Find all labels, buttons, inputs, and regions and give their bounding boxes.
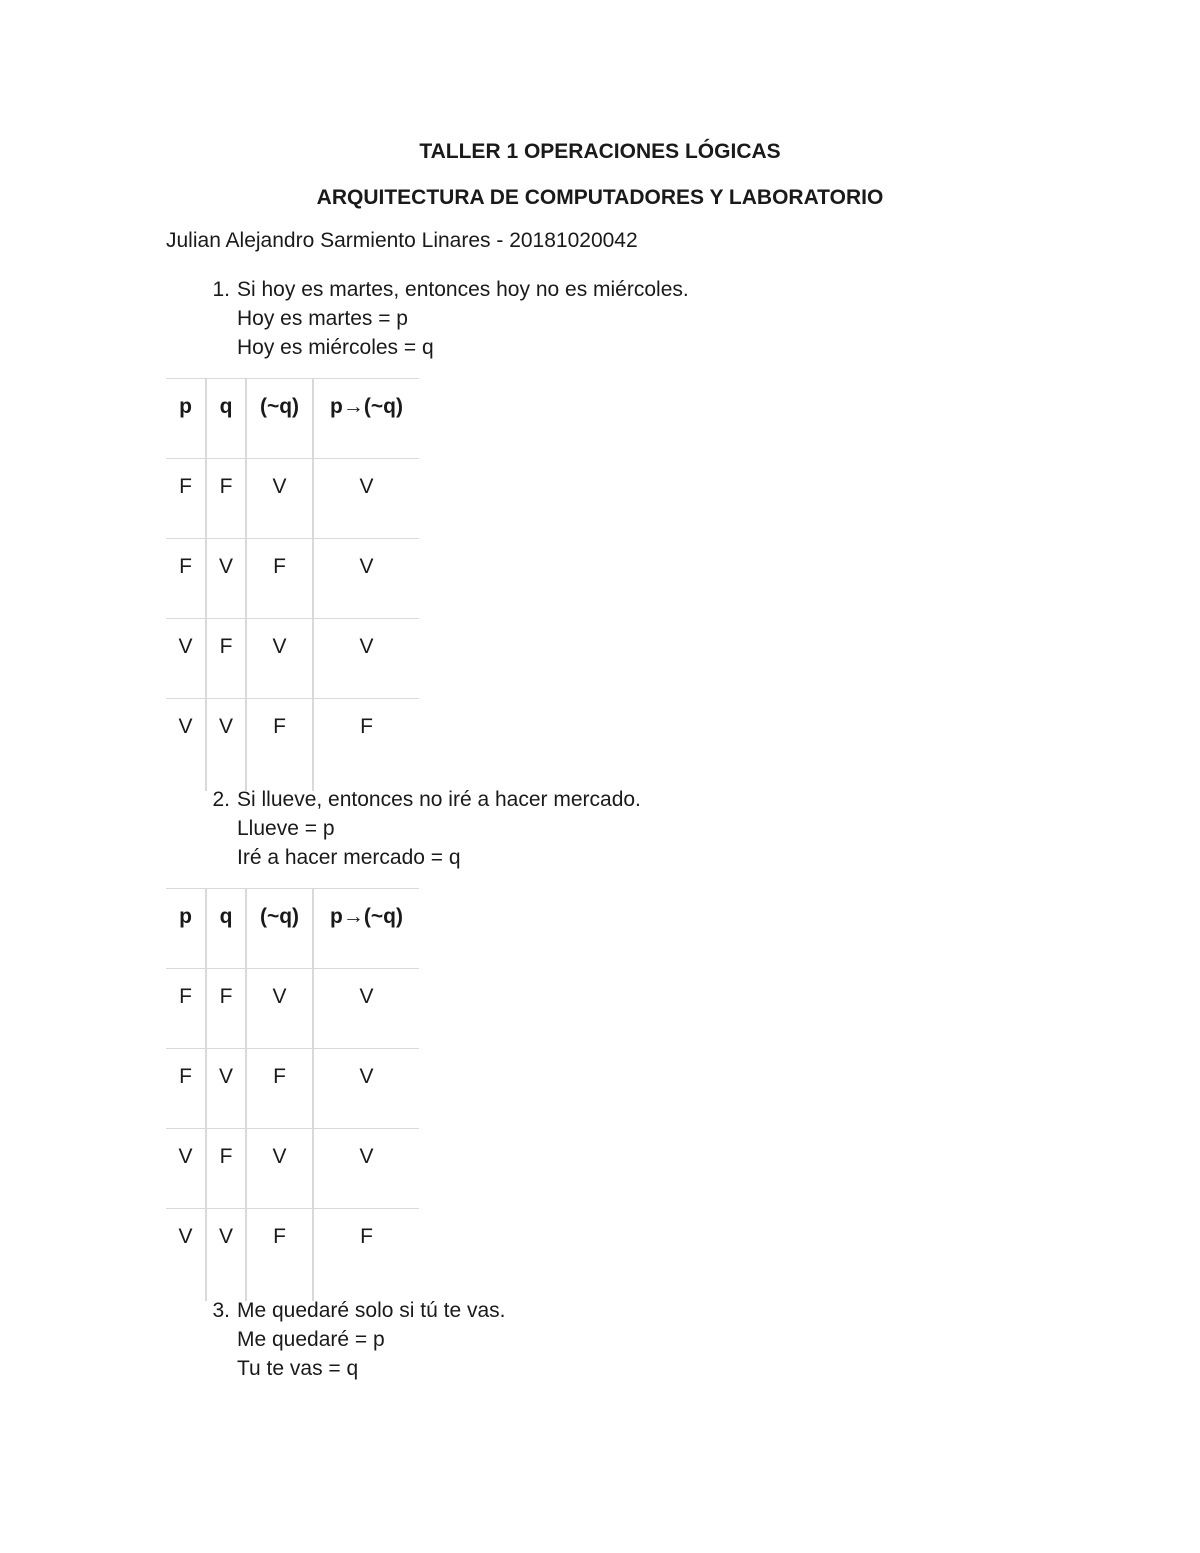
exercise-statement: Me quedaré solo si tú te vas.	[237, 1299, 506, 1322]
table-row	[166, 1209, 419, 1301]
table-header-row	[166, 889, 419, 969]
table-cell: V	[313, 1049, 419, 1129]
table-cell: F	[206, 459, 246, 539]
table-cell: F	[246, 1209, 313, 1301]
table-row	[166, 699, 419, 791]
header-cell: (~q)	[246, 379, 313, 459]
truth-table-2	[166, 888, 419, 1301]
table-cell: F	[206, 969, 246, 1049]
exercise-number: 1.	[212, 278, 230, 301]
table-cell: F	[166, 539, 206, 619]
table-row	[166, 1129, 419, 1209]
author-line: Julian Alejandro Sarmiento Linares - 20181020042	[166, 229, 638, 252]
header-cell: q	[206, 889, 246, 969]
table-row	[166, 969, 419, 1049]
table-cell: V	[246, 459, 313, 539]
truth-table-1	[166, 378, 419, 791]
table-cell: V	[166, 619, 206, 699]
table-row	[166, 539, 419, 619]
table-cell: V	[313, 969, 419, 1049]
exercise-number: 3.	[212, 1299, 230, 1322]
table-cell: F	[313, 699, 419, 791]
table-cell: V	[166, 699, 206, 791]
table-cell: V	[166, 1129, 206, 1209]
table-cell: V	[206, 699, 246, 791]
table-cell: V	[206, 1209, 246, 1301]
table-row	[166, 459, 419, 539]
header-cell: p	[166, 379, 206, 459]
table-cell: V	[206, 1049, 246, 1129]
table-cell: F	[206, 619, 246, 699]
table-cell: V	[246, 619, 313, 699]
header-cell: p→(~q)	[313, 889, 419, 969]
definition-p: Llueve = p	[237, 817, 335, 840]
exercise-number: 2.	[212, 788, 230, 811]
table-cell: V	[313, 1129, 419, 1209]
definition-q: Tu te vas = q	[237, 1357, 359, 1380]
table-cell: F	[246, 699, 313, 791]
header-cell: q	[206, 379, 246, 459]
table-cell: F	[166, 969, 206, 1049]
table-cell: V	[313, 539, 419, 619]
table-cell: F	[206, 1129, 246, 1209]
table-cell: F	[166, 459, 206, 539]
header-cell: p	[166, 889, 206, 969]
table-row	[166, 1049, 419, 1129]
table-cell: V	[313, 619, 419, 699]
definition-p: Hoy es martes = p	[237, 307, 408, 330]
definition-q: Hoy es miércoles = q	[237, 336, 434, 359]
header-cell: (~q)	[246, 889, 313, 969]
table-cell: F	[166, 1049, 206, 1129]
definition-q: Iré a hacer mercado = q	[237, 846, 461, 869]
exercise-statement: Si hoy es martes, entonces hoy no es miércoles.	[237, 278, 689, 301]
table-cell: V	[166, 1209, 206, 1301]
header-cell: p→(~q)	[313, 379, 419, 459]
table-cell: V	[246, 1129, 313, 1209]
table-cell: F	[246, 539, 313, 619]
table-cell: V	[206, 539, 246, 619]
table-cell: F	[246, 1049, 313, 1129]
table-row	[166, 619, 419, 699]
document-subtitle: ARQUITECTURA DE COMPUTADORES Y LABORATORIO	[316, 186, 884, 209]
table-cell: F	[313, 1209, 419, 1301]
document-title: TALLER 1 OPERACIONES LÓGICAS	[419, 140, 781, 163]
table-cell: V	[313, 459, 419, 539]
definition-p: Me quedaré = p	[237, 1328, 385, 1351]
exercise-statement: Si llueve, entonces no iré a hacer mercado.	[237, 788, 641, 811]
table-header-row	[166, 379, 419, 459]
table-cell: V	[246, 969, 313, 1049]
